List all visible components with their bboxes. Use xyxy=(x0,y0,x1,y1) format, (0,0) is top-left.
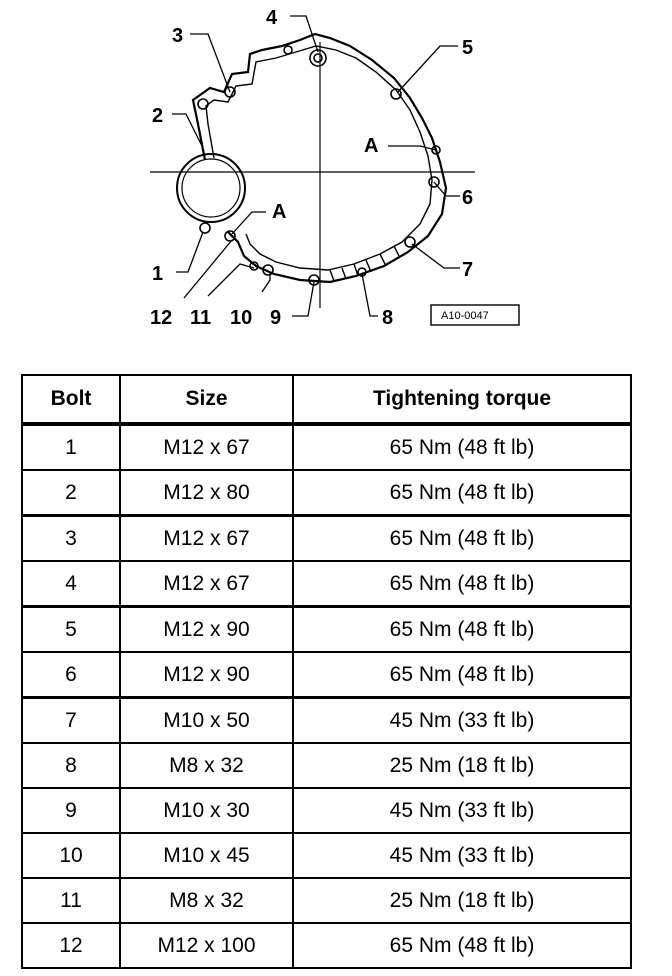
callout-8: 8 xyxy=(382,307,394,329)
bolt-torque: 65 Nm (48 ft lb) xyxy=(293,923,631,968)
bolt-torque: 65 Nm (48 ft lb) xyxy=(293,561,631,607)
callout-a-left: A xyxy=(272,201,287,223)
bolt-number: 11 xyxy=(22,878,120,923)
header-size: Size xyxy=(120,375,293,424)
table-row xyxy=(22,652,631,698)
bolt-torque: 65 Nm (48 ft lb) xyxy=(293,470,631,516)
callout-6: 6 xyxy=(462,187,474,209)
bolt-torque: 45 Nm (33 ft lb) xyxy=(293,788,631,833)
table-row xyxy=(22,424,631,470)
callout-7: 7 xyxy=(462,259,474,281)
bolt-torque: 25 Nm (18 ft lb) xyxy=(293,743,631,788)
callout-2: 2 xyxy=(152,105,164,127)
bolt-number: 8 xyxy=(22,743,120,788)
callout-1: 1 xyxy=(152,263,164,285)
table-row xyxy=(22,878,631,923)
bolt-torque-table xyxy=(21,374,632,969)
table-header-row xyxy=(22,375,631,424)
callout-4: 4 xyxy=(266,7,278,29)
callout-3: 3 xyxy=(172,25,184,47)
table-row xyxy=(22,923,631,968)
bolt-number: 12 xyxy=(22,923,120,968)
table-row xyxy=(22,833,631,878)
bolt-number: 7 xyxy=(22,698,120,744)
bolt-size: M10 x 50 xyxy=(120,698,293,744)
bolt-torque: 65 Nm (48 ft lb) xyxy=(293,607,631,653)
figure-code: A10-0047 xyxy=(441,310,489,322)
bolt-torque: 45 Nm (33 ft lb) xyxy=(293,833,631,878)
header-torque: Tightening torque xyxy=(293,375,631,424)
callout-a-right: A xyxy=(364,135,379,157)
bolt-torque: 65 Nm (48 ft lb) xyxy=(293,516,631,562)
bolt-number: 5 xyxy=(22,607,120,653)
callout-12: 12 xyxy=(150,307,173,329)
table-row xyxy=(22,516,631,562)
bolt-size: M10 x 30 xyxy=(120,788,293,833)
bolt-number: 1 xyxy=(22,424,120,470)
bolt-number: 6 xyxy=(22,652,120,698)
callout-10: 10 xyxy=(230,307,253,329)
callout-11: 11 xyxy=(190,307,212,329)
callout-5: 5 xyxy=(462,37,474,59)
bolt-size: M8 x 32 xyxy=(120,743,293,788)
header-bolt: Bolt xyxy=(22,375,120,424)
transmission-bolt-diagram xyxy=(0,0,672,340)
bolt-holes xyxy=(198,46,440,285)
table-row xyxy=(22,788,631,833)
bolt-size: M12 x 67 xyxy=(120,516,293,562)
bolt-number: 3 xyxy=(22,516,120,562)
bolt-number: 4 xyxy=(22,561,120,607)
bolt-size: M12 x 90 xyxy=(120,652,293,698)
bolt-size: M12 x 100 xyxy=(120,923,293,968)
bolt-torque: 25 Nm (18 ft lb) xyxy=(293,878,631,923)
bolt-size: M12 x 67 xyxy=(120,424,293,470)
callout-9: 9 xyxy=(270,307,282,329)
bolt-size: M8 x 32 xyxy=(120,878,293,923)
bolt-size: M10 x 45 xyxy=(120,833,293,878)
starter-opening xyxy=(177,154,245,222)
bolt-torque: 45 Nm (33 ft lb) xyxy=(293,698,631,744)
table-row xyxy=(22,561,631,607)
starter-opening-inner xyxy=(182,159,240,217)
table-row xyxy=(22,698,631,744)
bolt-size: M12 x 80 xyxy=(120,470,293,516)
bolt-size: M12 x 67 xyxy=(120,561,293,607)
bolt-torque: 65 Nm (48 ft lb) xyxy=(293,424,631,470)
housing-inner-outline xyxy=(206,46,432,270)
bolt-number: 2 xyxy=(22,470,120,516)
table-row xyxy=(22,607,631,653)
bolt-number: 10 xyxy=(22,833,120,878)
table-row xyxy=(22,743,631,788)
table-row xyxy=(22,470,631,516)
bolt-size: M12 x 90 xyxy=(120,607,293,653)
bolt-number: 9 xyxy=(22,788,120,833)
bolt-torque: 65 Nm (48 ft lb) xyxy=(293,652,631,698)
